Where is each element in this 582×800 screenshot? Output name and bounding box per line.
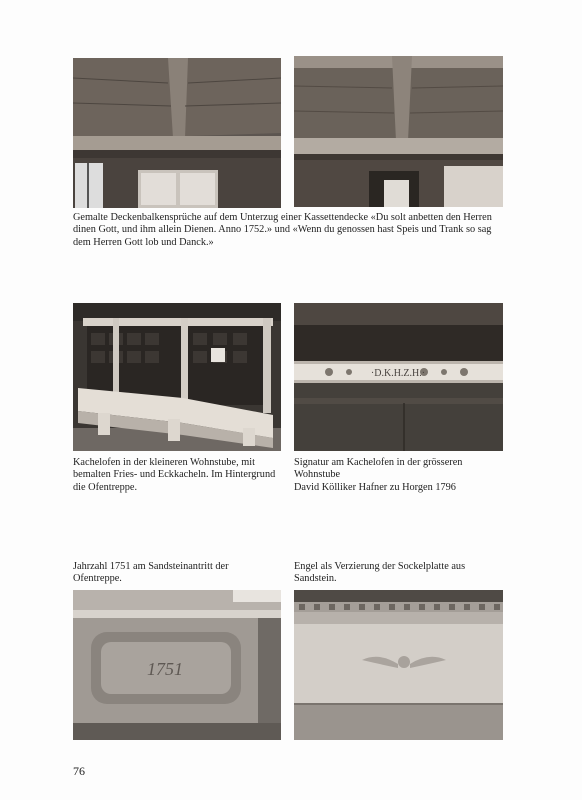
sandstone-year-photo (73, 590, 281, 740)
signature-caption-line2: David Kölliker Hafner zu Horgen 1796 (294, 481, 456, 493)
stove-caption: Kachelofen in der kleineren Wohnstube, mit bemalten Fries- und Eckkacheln. Im Hintergrund die Ofentreppe. (73, 457, 276, 493)
page-number: 76 (73, 764, 85, 778)
stove-signature-photo (294, 303, 503, 451)
tiled-stove-photo (73, 303, 281, 451)
signature-inscription: ·D.K.H.Z.H.· (370, 368, 426, 379)
ceiling-caption: Gemalte Deckenbalkensprüche auf dem Unterzug einer Kassettendecke «Du solt anbetten den Herren dinen Gott, und ihm allein Dienen. Anno 1752.» und «Wenn du genossen hast Speis und Trank so sag dem Herren Gott lob und Danck.» (73, 212, 492, 248)
ceiling-photo-right (294, 56, 503, 207)
year-caption: Jahrzahl 1751 am Sandsteinantritt der Ofentreppe. (73, 561, 229, 585)
signature-caption (294, 457, 504, 494)
year-inscription: 1751 (147, 659, 183, 679)
sandstone-angel-photo (294, 590, 503, 740)
ceiling-photo-left (73, 58, 281, 208)
signature-caption-line1: Signatur am Kachelofen in der grösseren Wohnstube (294, 457, 463, 481)
angel-caption: Engel als Verzierung der Sockelplatte aus Sandstein. (294, 561, 466, 585)
